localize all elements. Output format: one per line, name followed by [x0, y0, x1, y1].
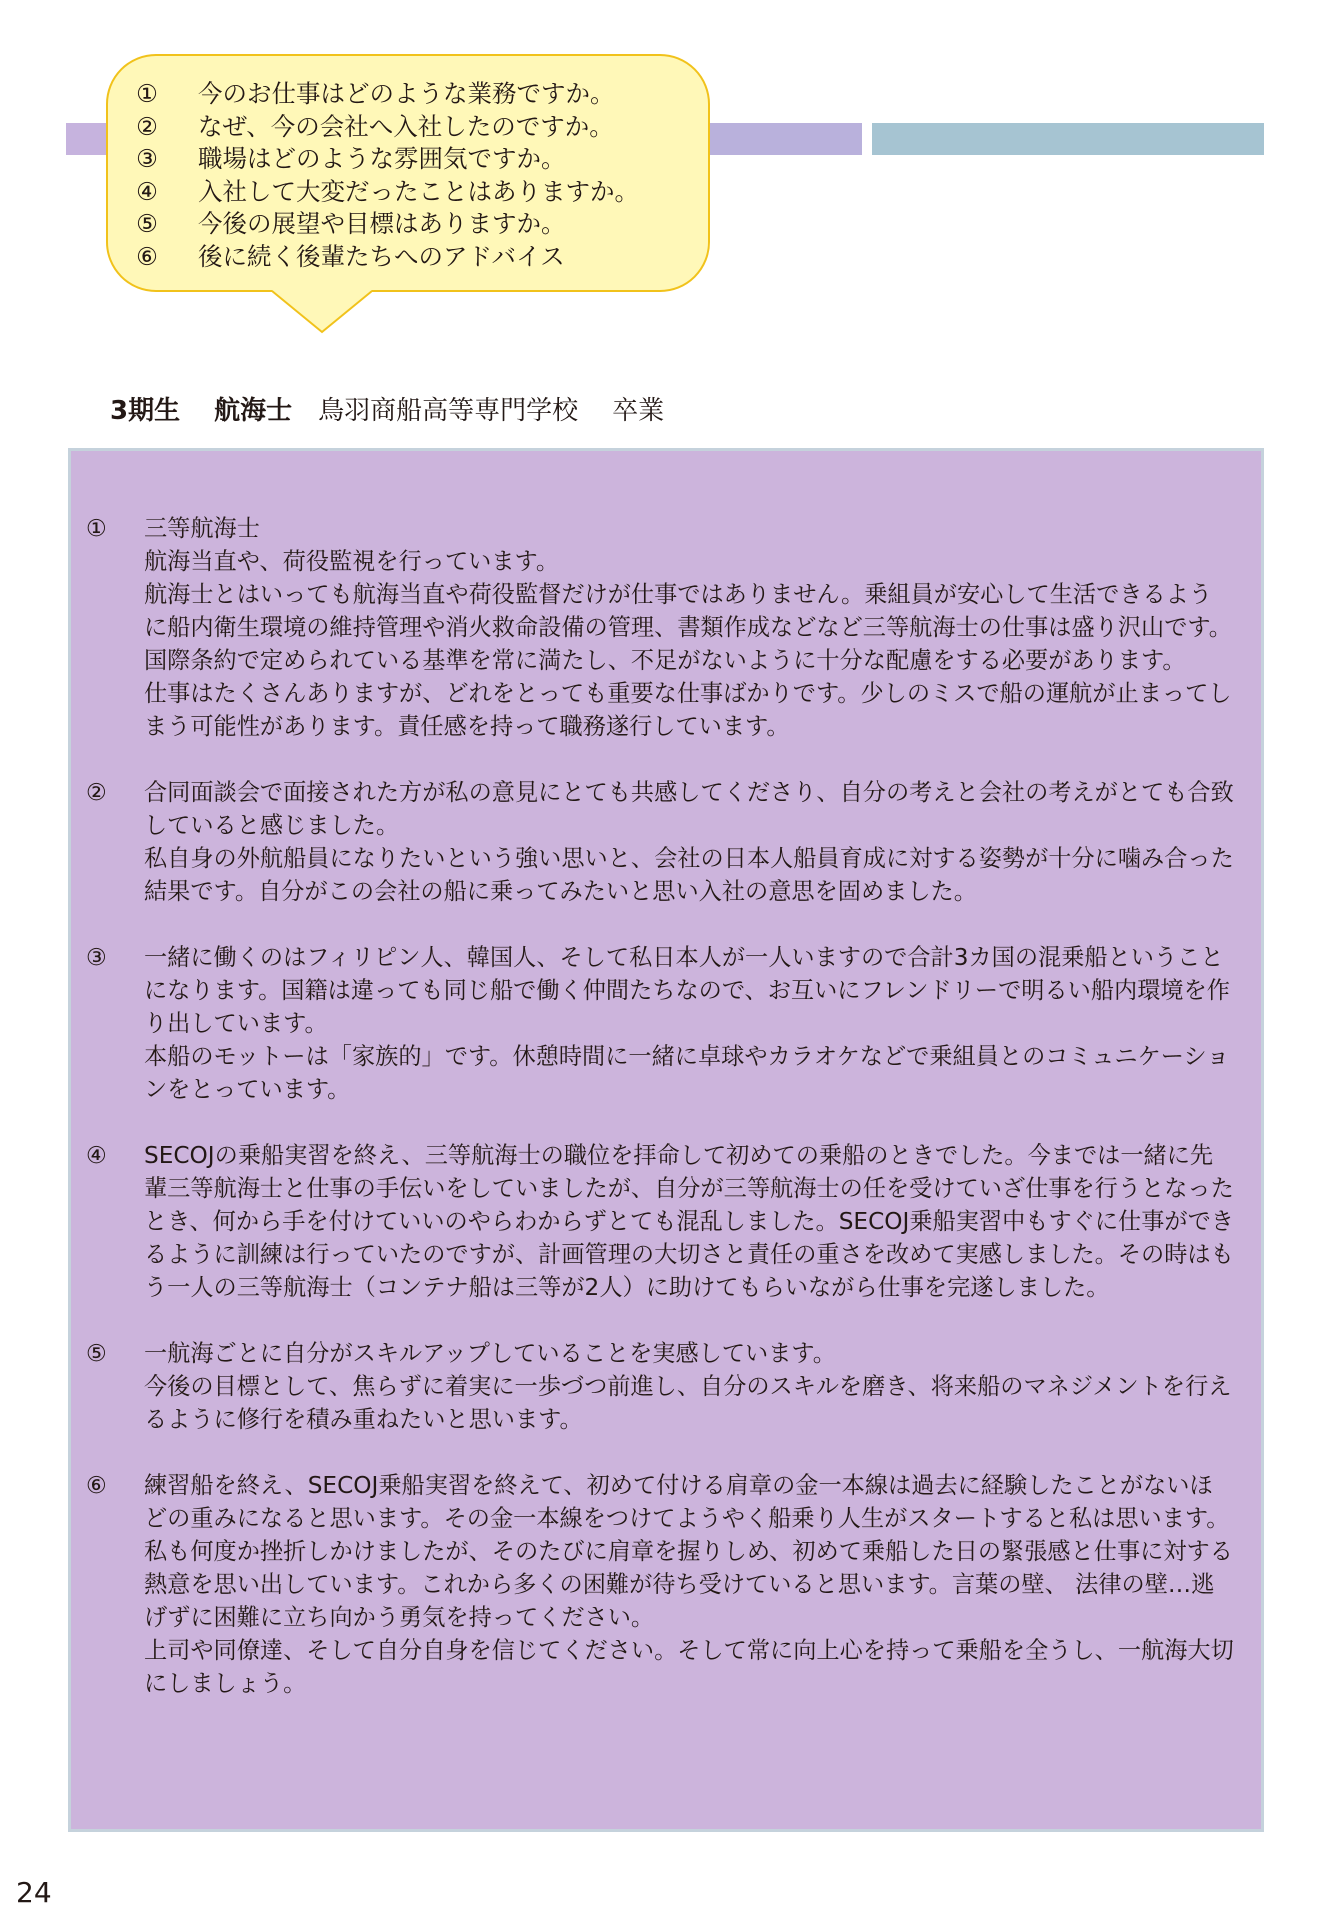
- answer-paragraph: 今後の目標として、焦らずに着実に一歩づつ前進し、自分のスキルを磨き、将来船のマネジメントを行えるように修行を積み重ねたいと思います。: [144, 1373, 1232, 1433]
- question-number: ③: [136, 144, 158, 173]
- profile-position: 航海士: [214, 396, 293, 426]
- answer-paragraph: 三等航海士: [144, 515, 260, 542]
- profile-school: 鳥羽商船高等専門学校: [318, 396, 579, 426]
- profile-status: 卒業: [612, 396, 665, 426]
- answer-paragraph: 練習船を終え、SECOJ乗船実習を終えて、初めて付ける肩章の金一本線は過去に経験したことがないほどの重みになると思います。その金一本線をつけてようやく船乗り人生がスタートすると私は思います。: [144, 1472, 1230, 1532]
- question-text: 今のお仕事はどのような業務ですか。: [198, 79, 615, 108]
- answer-paragraph: 私も何度か挫折しかけましたが、そのたびに肩章を握りしめ、初めて乗船した日の緊張感と仕事に対する熱意を思い出しています。これから多くの困難が待ち受けていると思います。言葉の壁、 法律の壁…逃げずに困難に立ち向かう勇気を持ってください。: [144, 1538, 1233, 1631]
- answer-paragraph: 仕事はたくさんありますが、どれをとっても重要な仕事ばかりです。少しのミスで船の運航が止まってしまう可能性があります。責任感を持って職務遂行しています。: [144, 680, 1232, 740]
- answer-paragraph: 一航海ごとに自分がスキルアップしていることを実感しています。: [144, 1340, 836, 1367]
- question-text: なぜ、今の会社へ入社したのですか。: [198, 111, 614, 141]
- question-item: [136, 78, 639, 111]
- answer-number: ⑤: [86, 1340, 107, 1367]
- question-number: ⑤: [136, 209, 158, 238]
- answer-paragraph: 合同面談会で面接された方が私の意見にとても共感してくださり、自分の考えと会社の考えがとても合致していると感じました。: [144, 779, 1234, 839]
- answer-paragraph: 上司や同僚達、そして自分自身を信じてください。そして常に向上心を持って乗船を全うし、一航海大切にしましょう。: [144, 1637, 1234, 1697]
- bubble-tail: [272, 290, 372, 334]
- answer-list: [86, 512, 1234, 1733]
- answer-item: [86, 1139, 1234, 1304]
- answer-paragraph: 航海士とはいっても航海当直や荷役監督だけが仕事ではありません。乗組員が安心して生活できるように船内衛生環境の維持管理や消火救命設備の管理、書類作成などなど三等航海士の仕事は盛り沢山です。国際条約で定められている基準を常に満たし、不足がないように十分な配慮をする必要があります。: [144, 581, 1232, 674]
- question-item: [136, 208, 639, 241]
- question-number: ②: [136, 111, 158, 141]
- answer-number: ①: [86, 515, 107, 542]
- answer-paragraph: SECOJの乗船実習を終え、三等航海士の職位を拝命して初めての乗船のときでした。今までは一緒に先輩三等航海士と仕事の手伝いをしていましたが、自分が三等航海士の任を受けていざ仕事を行うとなったとき、何から手を付けていいのやらわからずとても混乱しました。SECOJ乗船実習中もすぐに仕事ができるように訓練は行っていたのですが、計画管理の大切さと責任の重さを改めて実感しました。その時はもう一人の三等航海士（コンテナ船は三等が2人）に助けてもらいながら仕事を完遂しました。: [144, 1142, 1234, 1301]
- question-number: ①: [136, 79, 158, 108]
- question-item: [136, 176, 639, 209]
- header-band-middle: [700, 123, 862, 155]
- question-list: [136, 78, 639, 273]
- header-band-right: [872, 123, 1264, 155]
- answer-paragraph: 本船のモットーは「家族的」です。休憩時間に一緒に卓球やカラオケなどで乗組員とのコミュニケーションをとっています。: [144, 1043, 1230, 1103]
- graduate-profile: [110, 390, 664, 427]
- answer-item: [86, 1337, 1234, 1436]
- answer-paragraph: 私自身の外航船員になりたいという強い思いと、会社の日本人船員育成に対する姿勢が十分に噛み合った結果です。自分がこの会社の船に乗ってみたいと思い入社の意思を固めました。: [144, 845, 1234, 905]
- question-item: [136, 241, 639, 274]
- answer-item: [86, 1469, 1234, 1700]
- answer-paragraph: 一緒に働くのはフィリピン人、韓国人、そして私日本人が一人いますので合計3カ国の混乗船ということになります。国籍は違っても同じ船で働く仲間たちなので、お互いにフレンドリーで明るい船内環境を作り出しています。: [144, 944, 1230, 1037]
- question-text: 後に続く後輩たちへのアドバイス: [198, 241, 565, 271]
- question-item: [136, 143, 639, 176]
- profile-term: 3期生: [110, 396, 181, 426]
- answer-number: ④: [86, 1142, 107, 1169]
- question-number: ④: [136, 176, 158, 206]
- answer-item: [86, 776, 1234, 908]
- question-text: 職場はどのような雰囲気ですか。: [198, 144, 566, 173]
- answer-number: ②: [86, 779, 107, 806]
- question-item: [136, 111, 639, 144]
- page-number: 24: [16, 1876, 52, 1909]
- answer-paragraph: 航海当直や、荷役監視を行っています。: [144, 548, 560, 575]
- question-number: ⑥: [136, 241, 158, 271]
- answer-number: ⑥: [86, 1472, 107, 1499]
- question-text: 今後の展望や目標はありますか。: [198, 209, 566, 238]
- answer-item: [86, 941, 1234, 1106]
- answer-item: [86, 512, 1234, 743]
- question-text: 入社して大変だったことはありますか。: [198, 176, 639, 206]
- answer-number: ③: [86, 944, 107, 971]
